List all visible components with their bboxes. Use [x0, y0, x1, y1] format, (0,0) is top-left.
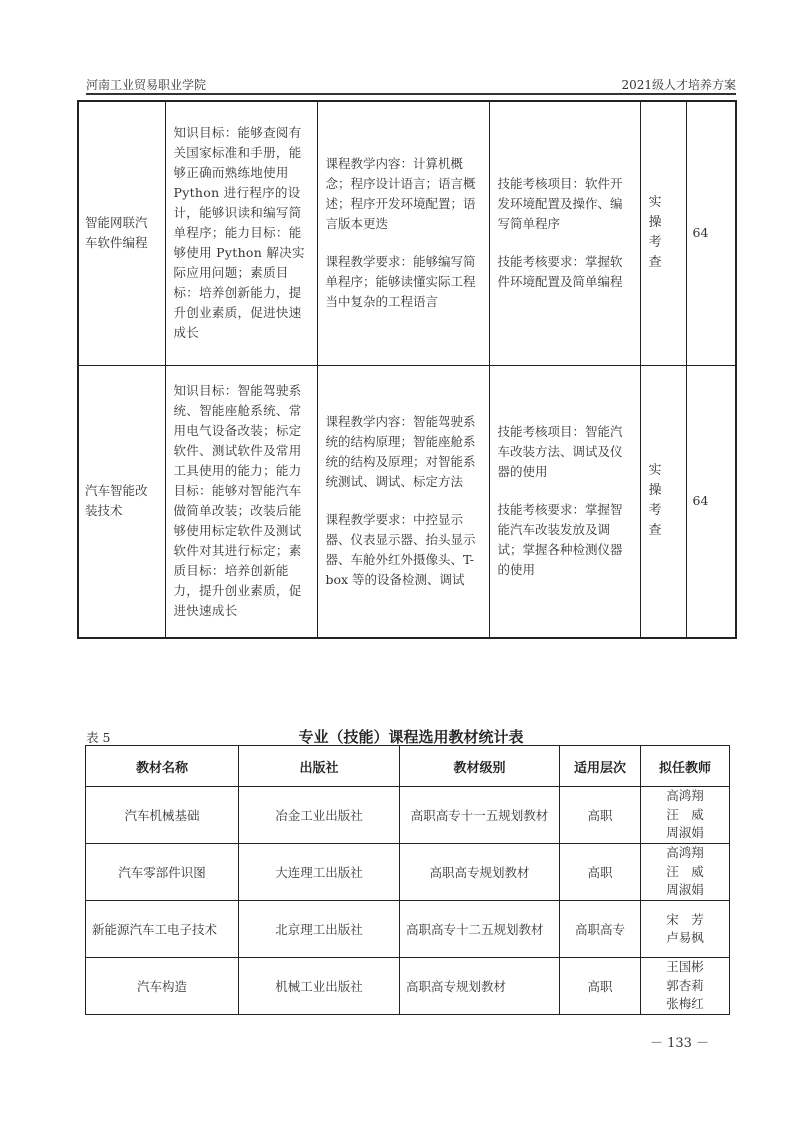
table-header-row — [86, 746, 730, 787]
teacher: 高鸿翔 — [666, 845, 704, 861]
applicable-level: 高职 — [560, 958, 641, 1015]
exam-method: 实操考查 — [640, 365, 686, 638]
exam-method: 实操考查 — [640, 101, 686, 365]
course-content-cell — [317, 365, 489, 638]
course-hours: 64 — [686, 101, 736, 365]
applicable-level: 高职 — [560, 844, 641, 901]
textbook-name: 汽车构造 — [86, 958, 239, 1015]
skill-cell — [489, 365, 640, 638]
table-number: 表 5 — [86, 730, 111, 745]
table-row — [86, 787, 730, 844]
course-content: 课程教学内容：智能驾驶系统的结构原理；智能座舱系统的结构及原理；对智能系统测试、调试、标定方法 — [325, 414, 476, 490]
applicable-level: 高职高专 — [560, 901, 641, 958]
teacher: 高鸿翔 — [666, 788, 704, 804]
textbook-name: 新能源汽车工电子技术 — [86, 901, 239, 958]
page-number: － 133 － — [650, 1036, 710, 1051]
table-row — [78, 365, 736, 638]
teachers — [641, 844, 730, 901]
table-row — [86, 901, 730, 958]
course-goals: 知识目标：能够查阅有关国家标准和手册，能够正确而熟练地使用 Python 进行程序的设计，能够识读和编写简单程序；能力目标：能够使用 Python 解决实际应用问题；素质目标：培养创新能力，提升创业素质，促进快速成长 — [165, 101, 317, 365]
column-header: 教材级别 — [400, 746, 560, 787]
teachers — [641, 958, 730, 1015]
table-title: 专业（技能）课程选用教材统计表 — [298, 728, 524, 746]
table-caption — [86, 726, 736, 744]
textbook-name: 汽车零部件识图 — [86, 844, 239, 901]
textbook-level: 高职高专规划教材 — [400, 844, 560, 901]
textbook-level: 高职高专十一五规划教材 — [400, 787, 560, 844]
table-row — [86, 844, 730, 901]
skill-cell — [489, 101, 640, 365]
teacher: 郭杏莉 — [666, 977, 704, 993]
teacher: 张梅红 — [666, 996, 704, 1012]
teacher: 卢易枫 — [666, 930, 704, 945]
column-header: 出版社 — [239, 746, 400, 787]
teacher: 汪 威 — [666, 806, 704, 822]
page-header — [86, 76, 736, 92]
textbook-table — [85, 745, 730, 1015]
teachers — [641, 901, 730, 958]
teacher: 周淑娟 — [666, 825, 704, 841]
column-header: 拟任教师 — [641, 746, 730, 787]
teacher: 宋 芳 — [666, 911, 704, 927]
table-row — [86, 958, 730, 1015]
course-name: 汽车智能改装技术 — [78, 365, 165, 638]
teacher: 王国彬 — [666, 959, 704, 975]
skill-requirement: 技能考核要求：掌握软件环境配置及简单编程 — [497, 254, 623, 290]
textbook-level: 高职高专规划教材 — [400, 958, 560, 1015]
skill-item: 技能考核项目：软件开发环境配置及操作、编写简单程序 — [497, 176, 623, 232]
skill-item: 技能考核项目：智能汽车改装方法、调试及仪器的使用 — [497, 424, 623, 480]
teacher: 周淑娟 — [666, 882, 704, 898]
publisher: 机械工业出版社 — [239, 958, 400, 1015]
course-table — [77, 100, 737, 639]
course-name: 智能网联汽车软件编程 — [78, 101, 165, 365]
publisher: 冶金工业出版社 — [239, 787, 400, 844]
textbook-name: 汽车机械基础 — [86, 787, 239, 844]
publisher: 北京理工出版社 — [239, 901, 400, 958]
teachers — [641, 787, 730, 844]
document-title: 2021级人才培养方案 — [621, 78, 736, 92]
table-row — [78, 101, 736, 365]
school-name: 河南工业贸易职业学院 — [86, 78, 207, 92]
skill-requirement: 技能考核要求：掌握智能汽车改装发放及调试；掌握各种检测仪器的使用 — [497, 502, 623, 578]
publisher: 大连理工出版社 — [239, 844, 400, 901]
column-header: 教材名称 — [86, 746, 239, 787]
column-header: 适用层次 — [560, 746, 641, 787]
course-hours: 64 — [686, 365, 736, 638]
applicable-level: 高职 — [560, 787, 641, 844]
course-goals: 知识目标：智能驾驶系统、智能座舱系统、常用电气设备改装；标定软件、测试软件及常用工具使用的能力；能力目标：能够对智能汽车做简单改装；改装后能够使用标定软件及测试软件对其进行标定；素质目标：培养创新能力，提升创业素质，促进快速成长 — [165, 365, 317, 638]
textbook-level: 高职高专十二五规划教材 — [400, 901, 560, 958]
course-requirement: 课程教学要求：能够编写简单程序；能够读懂实际工程当中复杂的工程语言 — [325, 254, 476, 310]
course-content-cell — [317, 101, 489, 365]
course-requirement: 课程教学要求：中控显示器、仪表显示器、抬头显示器、车舱外红外摄像头、T-box 等的设备检测、调试 — [325, 512, 476, 588]
teacher: 汪 威 — [666, 863, 704, 879]
header-rule — [86, 93, 736, 95]
course-content: 课程教学内容：计算机概念；程序设计语言；语言概述；程序开发环境配置；语言版本更迭 — [325, 156, 476, 232]
